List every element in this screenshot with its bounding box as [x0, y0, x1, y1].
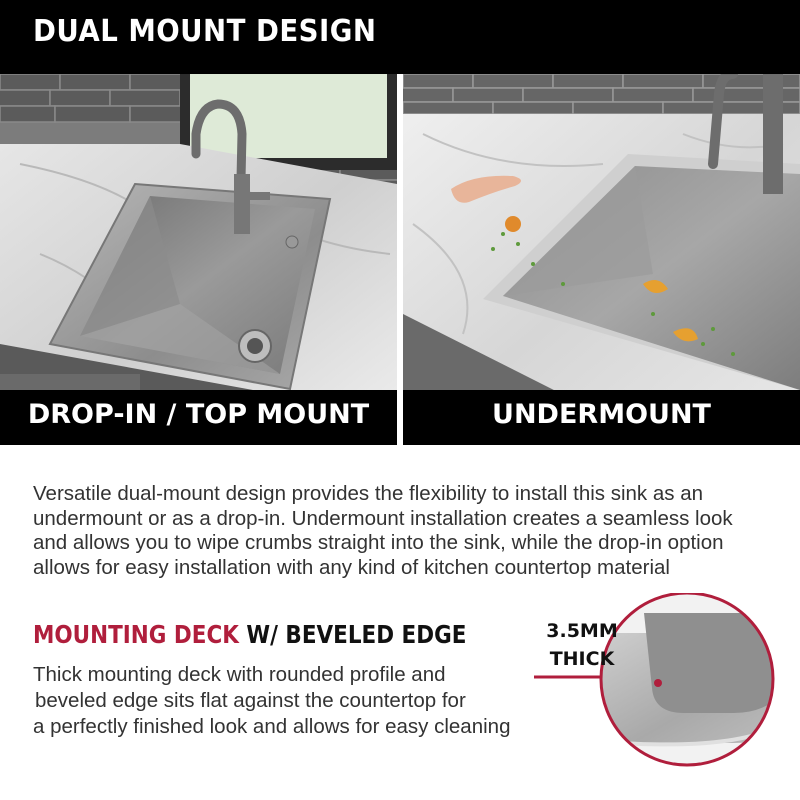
undermount-panel — [403, 74, 800, 445]
description-line: allows for easy installation with any kind of kitchen countertop material — [33, 555, 670, 579]
header-bar — [0, 0, 800, 74]
page-title: DUAL MOUNT DESIGN — [33, 14, 377, 49]
deck-description-line: beveled edge sits flat against the countertop for — [35, 689, 466, 712]
callout-pointer-dot — [654, 679, 662, 687]
thickness-word: THICK — [549, 648, 615, 670]
deck-heading-rest: W/ BEVELED EDGE — [238, 620, 467, 649]
description-text — [33, 482, 773, 580]
deck-description-line: a perfectly finished look and allows for easy cleaning — [33, 715, 511, 738]
thickness-value: 3.5MM — [546, 620, 618, 642]
deck-description-line: Thick mounting deck with rounded profile and — [33, 663, 446, 686]
drop-in-label-bar — [0, 390, 397, 445]
deck-heading-accent: MOUNTING DECK — [33, 620, 239, 649]
undermount-label-bar — [403, 390, 800, 445]
description-line: undermount or as a drop-in. Undermount installation creates a seamless look — [33, 506, 733, 530]
drop-in-label: DROP-IN / TOP MOUNT — [27, 399, 370, 430]
description-line: Versatile dual-mount design provides the flexibility to install this sink as an — [33, 482, 704, 505]
deck-heading — [33, 620, 466, 649]
thickness-label — [536, 617, 628, 673]
deck-description — [33, 662, 510, 740]
undermount-label: UNDERMOUNT — [492, 399, 711, 430]
drop-in-panel — [0, 74, 397, 445]
description-line: and allows you to wipe crumbs straight into the sink, while the drop-in option — [33, 531, 724, 554]
